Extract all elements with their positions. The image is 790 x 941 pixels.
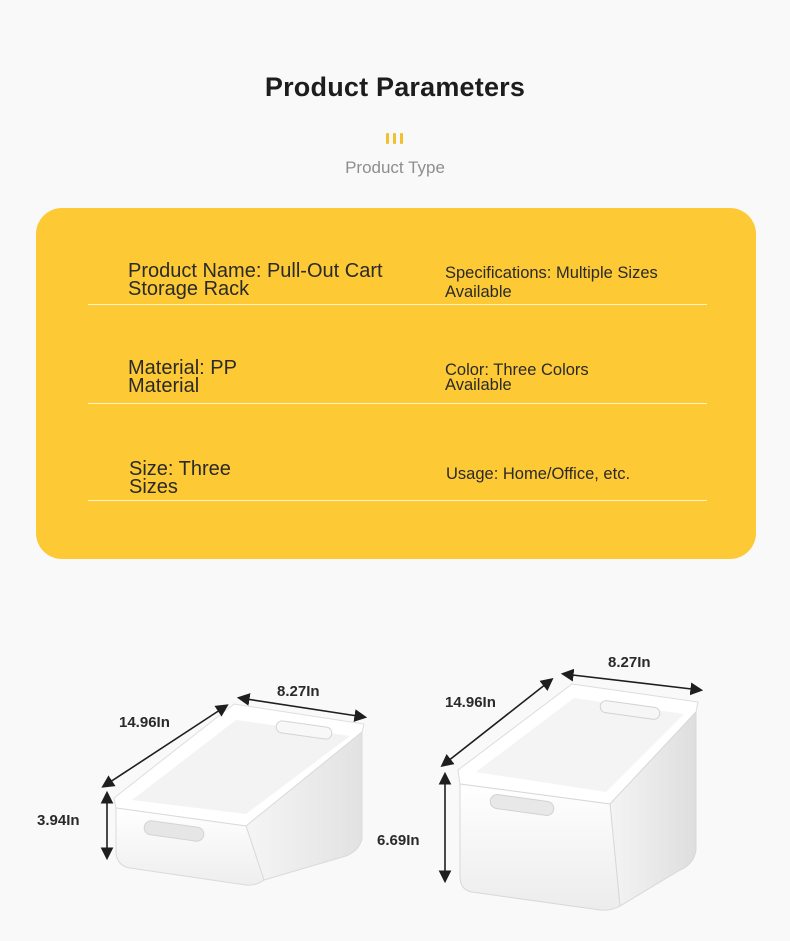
param-specifications: Specifications: Multiple Sizes Available (445, 264, 658, 301)
small-bin-height-label: 3.94In (37, 812, 80, 829)
param-material: Material: PP Material (128, 357, 237, 397)
row-divider (88, 500, 707, 501)
large-bin-width-label: 8.27In (608, 654, 651, 671)
param-product-name: Product Name: Pull-Out Cart Storage Rack (128, 260, 383, 300)
small-bin-width-label: 8.27In (277, 683, 320, 700)
page-title: Product Parameters (264, 72, 526, 102)
param-usage: Usage: Home/Office, etc. (446, 465, 631, 483)
small-bin-length-label: 14.96In (119, 714, 170, 731)
param-size: Size: Three Sizes (129, 458, 231, 498)
row-divider (88, 304, 707, 305)
large-bin-length-label: 14.96In (445, 694, 496, 711)
title-bars-icon (386, 133, 406, 145)
section-subtitle: Product Type (345, 158, 445, 177)
param-color: Color: Three Colors Available (445, 361, 589, 394)
row-divider (88, 403, 707, 404)
dimension-arrows (0, 640, 790, 940)
large-bin-height-label: 6.69In (377, 832, 420, 849)
